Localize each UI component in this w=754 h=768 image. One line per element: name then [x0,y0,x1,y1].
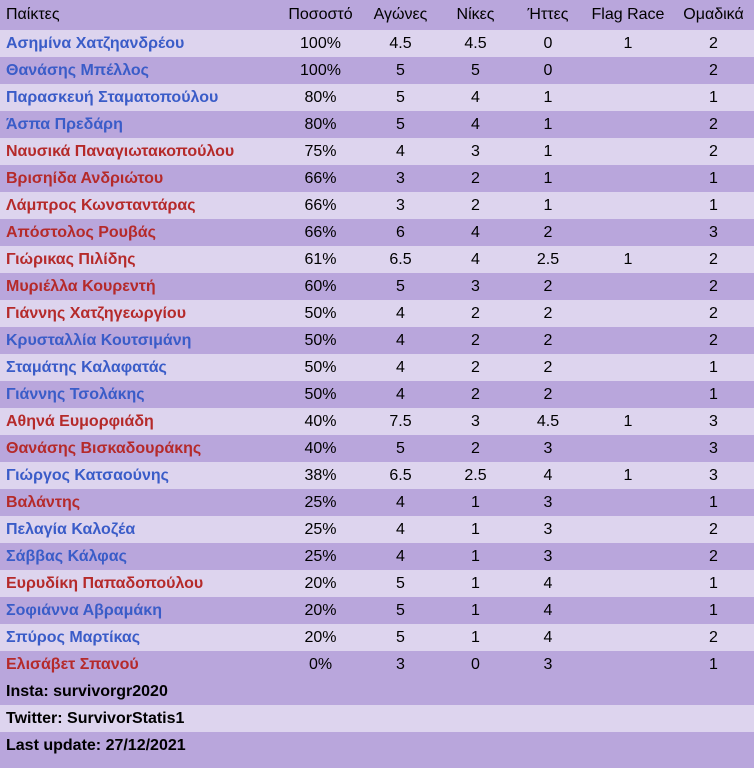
cell-percentage: 75% [304,143,337,160]
cell-flag-race [583,57,673,84]
cell-flag-race: 1 [623,467,633,484]
cell-flag-race [583,435,673,462]
cell-percentage: 80% [304,89,337,106]
cell-percentage: 38% [304,467,337,484]
cell-games: 5 [396,575,405,592]
cell-flag-race [583,84,673,111]
cell-percentage: 20% [304,575,337,592]
table-row [0,651,754,678]
cell-wins: 2 [471,197,480,214]
cell-team-games: 3 [709,224,718,241]
cell-losses: 2.5 [536,251,560,268]
cell-flag-race [583,543,673,570]
cell-flag-race [583,219,673,246]
cell-team-games: 1 [709,575,718,592]
cell-flag-race [583,111,673,138]
table-row [0,597,754,624]
cell-losses: 1 [543,116,553,133]
col-header-games: Αγώνες [373,6,428,23]
cell-games: 4.5 [389,35,412,52]
player-name: Βαλάντης [6,494,81,511]
cell-flag-race [583,138,673,165]
cell-team-games: 1 [709,656,718,673]
cell-percentage: 25% [304,494,337,511]
player-name: Γιάννης Τσολάκης [6,386,145,403]
table-row [0,327,754,354]
cell-wins: 1 [471,494,480,511]
table-row [0,381,754,408]
cell-losses: 4.5 [536,413,560,430]
table-row [0,300,754,327]
cell-losses: 1 [543,170,553,187]
cell-wins: 4 [471,224,480,241]
cell-team-games: 3 [709,467,718,484]
footer-text: Twitter: SurvivorStatis1 [6,710,185,727]
col-header-percentage: Ποσοστό [288,6,353,23]
table-row [0,408,754,435]
player-name: Γιάννης Χατζηγεωργίου [6,305,187,322]
header-row [0,0,754,30]
cell-percentage: 50% [304,305,337,322]
cell-flag-race [583,516,673,543]
player-name: Αθηνά Ευμορφιάδη [6,413,154,430]
player-name: Παρασκευή Σταματοπούλου [6,89,219,106]
cell-wins: 1 [471,602,480,619]
cell-wins: 2 [471,440,480,457]
player-name: Σοφιάννα Αβραμάκη [6,602,162,619]
cell-games: 4 [396,521,405,538]
player-name: Θανάσης Μπέλλος [6,62,149,79]
cell-flag-race [583,354,673,381]
cell-games: 5 [396,89,405,106]
cell-team-games: 2 [709,35,718,52]
player-name: Πελαγία Καλοζέα [6,521,136,538]
cell-team-games: 2 [709,278,718,295]
cell-percentage: 25% [304,548,337,565]
cell-games: 7.5 [389,413,412,430]
cell-games: 5 [396,278,405,295]
cell-wins: 4 [471,251,480,268]
table-row [0,462,754,489]
cell-losses: 2 [543,359,553,376]
cell-losses: 4 [543,575,553,592]
player-name: Γιώρικας Πιλίδης [6,251,136,268]
player-name: Λάμπρος Κωνσταντάρας [6,197,196,214]
table-row [0,57,754,84]
cell-wins: 2 [471,386,480,403]
cell-team-games: 1 [709,386,718,403]
cell-team-games: 2 [709,143,718,160]
col-header-players: Παίκτες [6,6,60,23]
cell-team-games: 2 [709,629,718,646]
col-header-losses: Ήττες [527,6,569,23]
cell-wins: 3 [471,278,480,295]
cell-losses: 2 [543,224,553,241]
cell-percentage: 40% [304,413,337,430]
player-name: Γιώργος Κατσαούνης [6,467,169,484]
cell-team-games: 1 [709,197,718,214]
cell-flag-race: 1 [623,413,633,430]
cell-percentage: 66% [304,170,337,187]
cell-games: 4 [396,143,405,160]
player-name: Άσπα Πρεδάρη [6,116,123,133]
cell-percentage: 0% [308,656,333,673]
player-name: Ναυσικά Παναγιωτακοπούλου [6,143,235,160]
col-header-flag-race: Flag Race [591,6,665,23]
player-name: Μυριέλλα Κουρεντή [6,278,156,295]
cell-losses: 2 [543,305,553,322]
cell-losses: 3 [543,494,553,511]
cell-team-games: 1 [709,494,718,511]
player-name: Θανάσης Βισκαδουράκης [6,440,202,457]
cell-losses: 4 [543,602,553,619]
cell-percentage: 20% [304,602,337,619]
cell-losses: 0 [543,62,553,79]
cell-games: 4 [396,548,405,565]
cell-flag-race [583,192,673,219]
cell-team-games: 2 [709,62,718,79]
cell-team-games: 2 [709,332,718,349]
cell-wins: 2.5 [464,467,487,484]
cell-team-games: 1 [709,602,718,619]
cell-percentage: 66% [304,224,337,241]
cell-flag-race [583,570,673,597]
cell-team-games: 2 [709,251,718,268]
cell-games: 4 [396,359,405,376]
cell-flag-race: 1 [623,35,633,52]
table-row [0,111,754,138]
cell-losses: 0 [543,35,553,52]
col-header-wins: Νίκες [456,6,495,23]
cell-losses: 4 [543,629,553,646]
cell-wins: 1 [471,521,480,538]
player-name: Σάββας Κάλφας [6,548,127,565]
cell-losses: 1 [543,89,553,106]
cell-games: 5 [396,602,405,619]
table-row [0,570,754,597]
footer-row [0,732,754,759]
table-row [0,192,754,219]
table-row [0,219,754,246]
cell-percentage: 61% [304,251,337,268]
cell-games: 4 [396,386,405,403]
cell-flag-race [583,651,673,678]
cell-losses: 1 [543,197,553,214]
cell-games: 4 [396,494,405,511]
cell-team-games: 1 [709,359,718,376]
cell-losses: 2 [543,386,553,403]
cell-flag-race [583,300,673,327]
cell-games: 5 [396,116,405,133]
cell-wins: 1 [471,575,480,592]
player-name: Σπύρος Μαρτίκας [6,629,141,646]
cell-flag-race [583,327,673,354]
cell-team-games: 1 [709,89,718,106]
cell-team-games: 2 [709,305,718,322]
cell-percentage: 50% [304,359,337,376]
cell-team-games: 3 [709,413,718,430]
cell-losses: 3 [543,440,553,457]
table-row [0,489,754,516]
cell-percentage: 50% [304,332,337,349]
player-name: Ελισάβετ Σπανού [6,656,139,673]
cell-wins: 4 [471,116,480,133]
table-row [0,543,754,570]
table-row [0,435,754,462]
cell-wins: 3 [471,143,480,160]
cell-team-games: 2 [709,548,718,565]
cell-games: 4 [396,332,405,349]
table-row [0,165,754,192]
cell-percentage: 66% [304,197,337,214]
cell-percentage: 60% [304,278,337,295]
cell-games: 6 [396,224,405,241]
cell-flag-race [583,489,673,516]
cell-flag-race [583,165,673,192]
cell-team-games: 2 [709,521,718,538]
table-row [0,273,754,300]
cell-wins: 2 [471,359,480,376]
cell-flag-race [583,597,673,624]
cell-percentage: 25% [304,521,337,538]
table-row [0,84,754,111]
cell-games: 5 [396,440,405,457]
cell-games: 5 [396,62,405,79]
cell-losses: 1 [543,143,553,160]
cell-flag-race [583,624,673,651]
cell-percentage: 40% [304,440,337,457]
table-row [0,246,754,273]
cell-losses: 4 [543,467,553,484]
cell-wins: 4.5 [464,35,487,52]
cell-percentage: 50% [304,386,337,403]
cell-wins: 3 [471,413,480,430]
cell-games: 3 [396,197,405,214]
table-row [0,516,754,543]
cell-losses: 3 [543,656,553,673]
cell-team-games: 3 [709,440,718,457]
cell-games: 6.5 [389,467,412,484]
footer-row [0,678,754,705]
cell-losses: 2 [543,278,553,295]
cell-wins: 2 [471,332,480,349]
col-header-team-games: Ομαδικά [683,6,744,23]
cell-flag-race [583,273,673,300]
player-name: Ασημίνα Χατζηανδρέου [6,35,185,52]
table-row [0,138,754,165]
cell-wins: 4 [471,89,480,106]
cell-percentage: 100% [300,62,341,79]
cell-games: 3 [396,170,405,187]
cell-games: 5 [396,629,405,646]
cell-games: 3 [396,656,405,673]
footer-text: Last update: 27/12/2021 [6,737,186,754]
cell-team-games: 2 [709,116,718,133]
player-name: Απόστολος Ρουβάς [6,224,156,241]
cell-wins: 2 [471,170,480,187]
player-name: Βρισηίδα Ανδριώτου [6,170,164,187]
player-name: Κρυσταλλία Κουτσιμάνη [6,332,192,349]
player-name: Σταμάτης Καλαφατάς [6,359,167,376]
cell-percentage: 20% [304,629,337,646]
cell-flag-race: 1 [623,251,633,268]
cell-wins: 0 [471,656,480,673]
footer-text: Insta: survivorgr2020 [6,683,168,700]
cell-flag-race [583,381,673,408]
table-row [0,30,754,57]
cell-wins: 1 [471,629,480,646]
cell-losses: 3 [543,548,553,565]
cell-team-games: 1 [709,170,718,187]
table-row [0,354,754,381]
cell-wins: 2 [471,305,480,322]
footer-row [0,705,754,732]
cell-wins: 5 [471,62,480,79]
cell-losses: 2 [543,332,553,349]
cell-percentage: 80% [304,116,337,133]
table-row [0,624,754,651]
cell-percentage: 100% [300,35,341,52]
cell-losses: 3 [543,521,553,538]
cell-games: 6.5 [389,251,412,268]
cell-wins: 1 [471,548,480,565]
player-name: Ευρυδίκη Παπαδοπούλου [6,575,204,592]
cell-games: 4 [396,305,405,322]
